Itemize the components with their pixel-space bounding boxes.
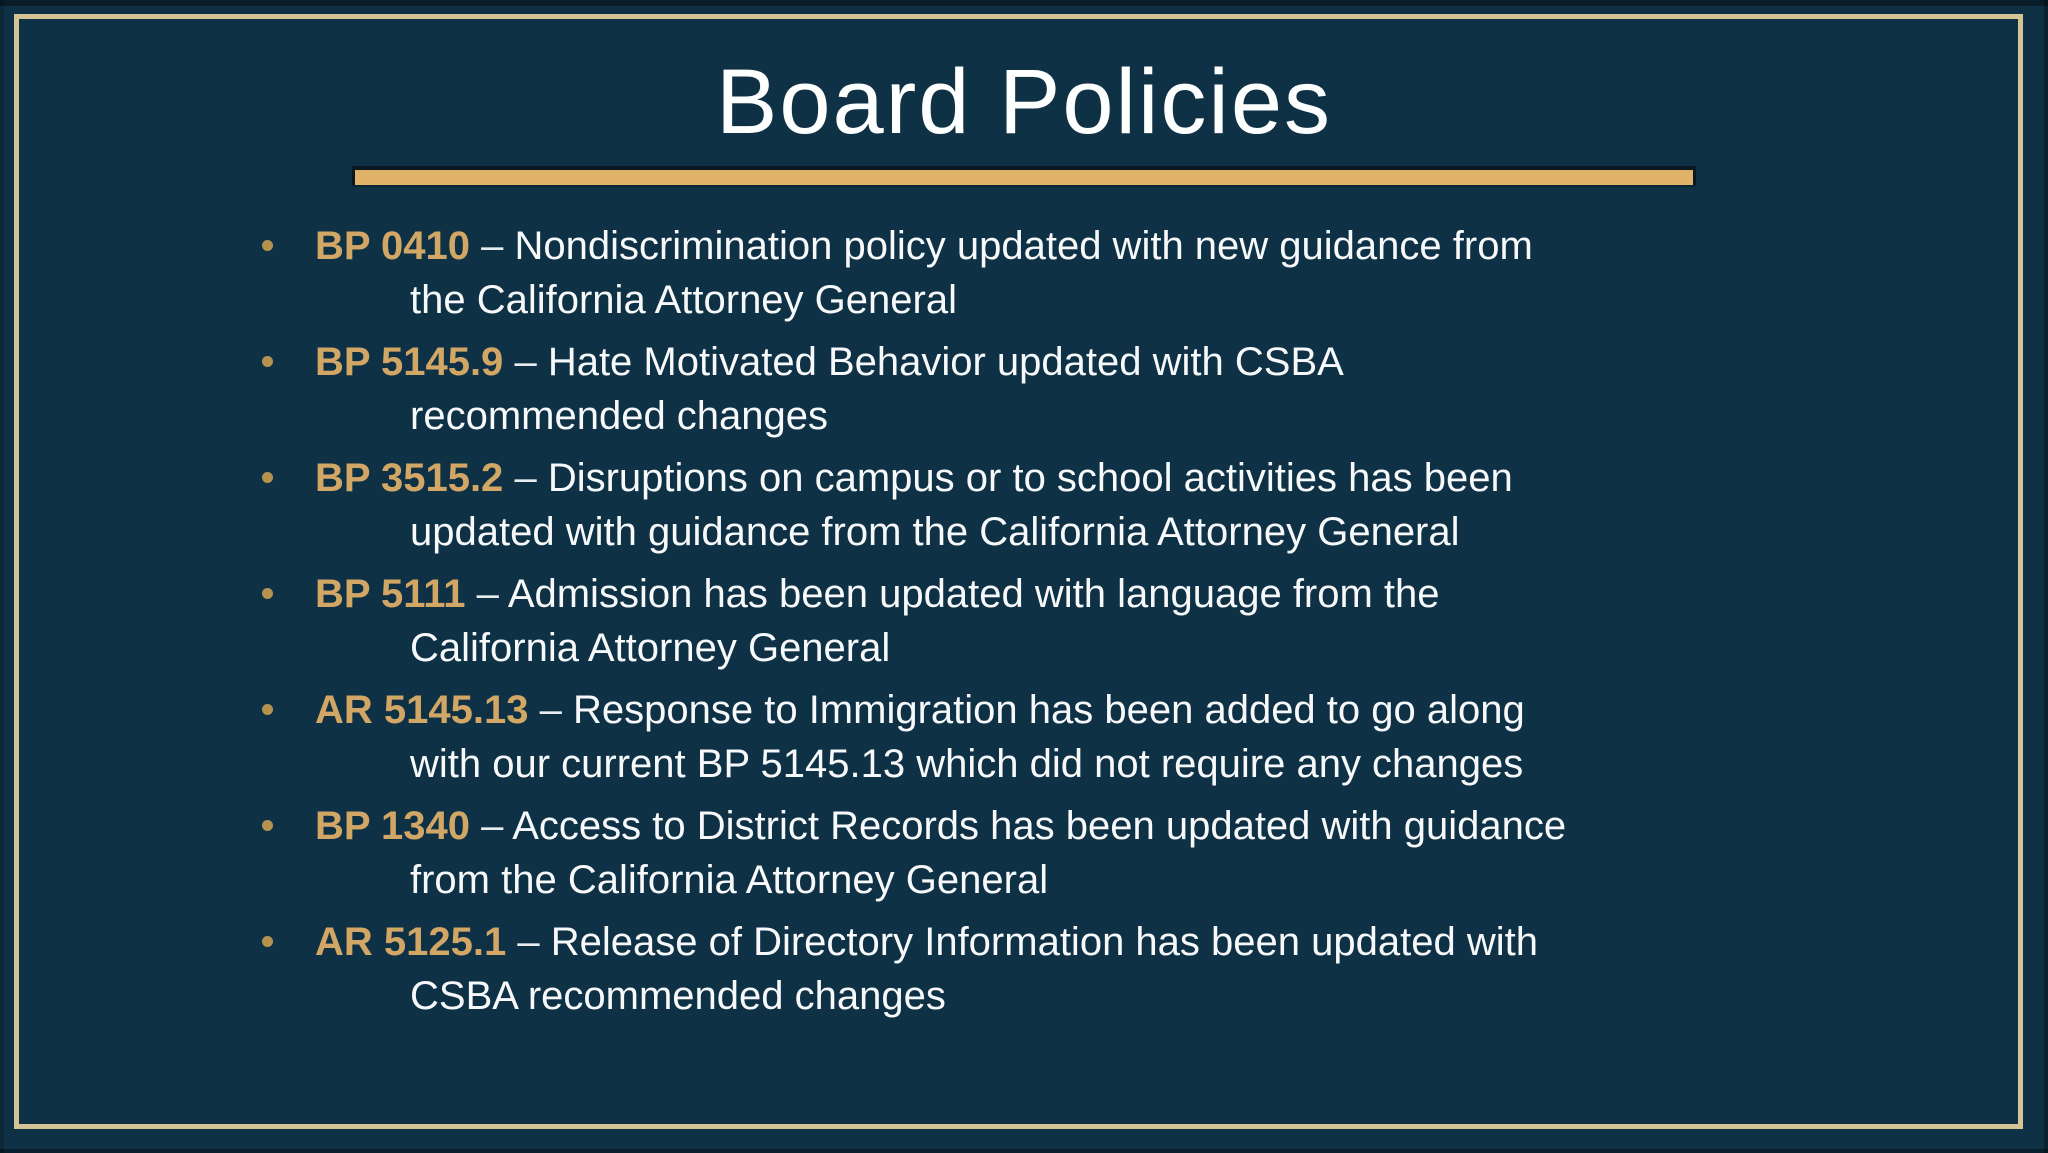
policy-description-line2: recommended changes	[410, 393, 829, 438]
policy-description-line1: Hate Motivated Behavior updated with CSBA	[547, 339, 1344, 384]
policy-description-line2: from the California Attorney General	[410, 857, 1049, 902]
policy-description-line2: with our current BP 5145.13 which did not require any changes	[410, 741, 1524, 786]
policy-description-line2: updated with guidance from the California Attorney General	[410, 509, 1460, 554]
dash-separator: –	[514, 455, 537, 500]
policy-description-line1: Nondiscrimination policy updated with new guidance from	[514, 223, 1533, 268]
policy-code: BP 3515.2	[315, 455, 504, 500]
policy-bullet-item	[262, 451, 1822, 559]
dash-separator: –	[476, 571, 499, 616]
policy-description-line1: Admission has been updated with language from the	[507, 571, 1440, 616]
policy-code: AR 5125.1	[315, 919, 507, 964]
title-underline-rule	[352, 166, 1696, 185]
policy-bullet-list	[262, 219, 1822, 1023]
bullet-dot-icon	[262, 356, 273, 367]
dash-separator: –	[539, 687, 562, 732]
policy-description-line2: the California Attorney General	[410, 277, 957, 322]
policy-description-line1: Disruptions on campus or to school activities has been	[547, 455, 1513, 500]
bullet-dot-icon	[262, 240, 273, 251]
policy-description-line2: California Attorney General	[410, 625, 891, 670]
dash-separator: –	[481, 223, 504, 268]
policy-code: AR 5145.13	[315, 687, 529, 732]
bullet-dot-icon	[262, 588, 273, 599]
dash-separator: –	[514, 339, 537, 384]
slide-title: Board Policies	[715, 51, 1333, 153]
bullet-dot-icon	[262, 472, 273, 483]
policy-code: BP 1340	[315, 803, 470, 848]
policy-code: BP 5111	[315, 571, 466, 616]
policy-bullet-item	[262, 683, 1822, 791]
policy-description-line1: Response to Immigration has been added to go along	[572, 687, 1525, 732]
policy-description-line2: CSBA recommended changes	[410, 973, 946, 1018]
policy-description-line1: Access to District Records has been updated with guidance	[512, 803, 1567, 848]
policy-bullet-item	[262, 219, 1822, 327]
policy-bullet-item	[262, 567, 1822, 675]
policy-bullet-item	[262, 799, 1822, 907]
dash-separator: –	[481, 803, 504, 848]
bullet-dot-icon	[262, 704, 273, 715]
dash-separator: –	[517, 919, 540, 964]
bullet-dot-icon	[262, 820, 273, 831]
policy-code: BP 0410	[315, 223, 470, 268]
policy-bullet-item	[262, 915, 1822, 1023]
policy-bullet-item	[262, 335, 1822, 443]
policy-description-line1: Release of Directory Information has been updated with	[550, 919, 1538, 964]
bullet-dot-icon	[262, 936, 273, 947]
policy-code: BP 5145.9	[315, 339, 504, 384]
